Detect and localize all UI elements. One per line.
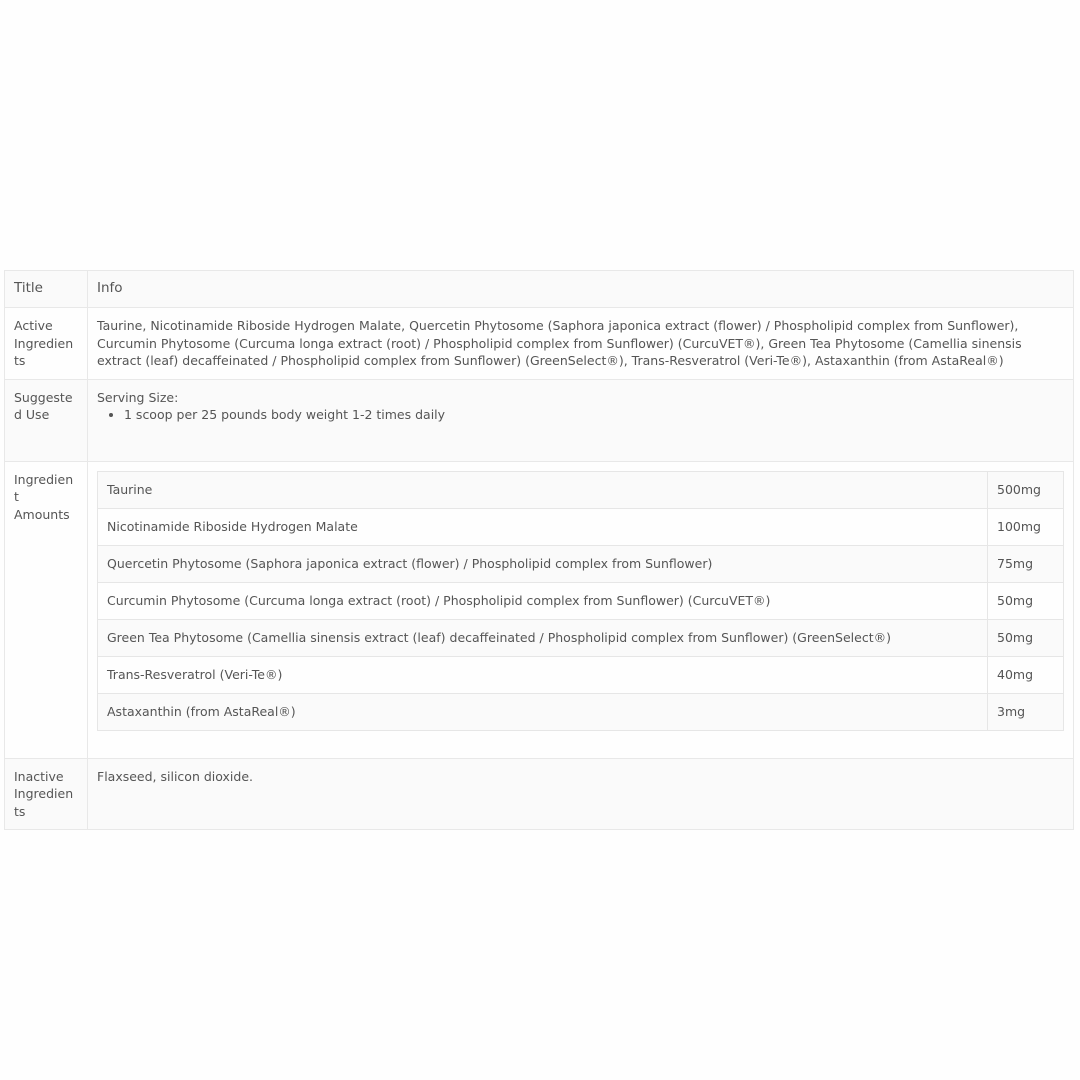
table-row [98,545,1064,582]
active-ingredients-value: Taurine, Nicotinamide Riboside Hydrogen Malate, Quercetin Phytosome (Saphora japonica extract (flower) / Phospholipid complex from Sunflower), Curcumin Phytosome (Curcuma longa extract (root) / Phospholipid complex from Sunflower) (CurcuVET®), Green Tea Phytosome (Camellia sinensis extract (leaf) decaffeinated / Phospholipid complex from Sunflower) (GreenSelect®), Trans-Resveratrol (Veri-Te®), Astaxanthin (from AstaReal®) [88,308,1074,380]
ingredient-amounts-row [5,461,1074,758]
ingredient-amount: 50mg [988,619,1064,656]
ingredient-amount: 100mg [988,508,1064,545]
header-title: Title [5,271,88,308]
serving-list-item: • 1 scoop per 25 pounds body weight 1-2 times daily [124,406,1064,424]
product-info-table [4,270,1074,830]
table-row [98,693,1064,730]
ingredient-amount: 3mg [988,693,1064,730]
ingredient-amounts-label: Ingredient Amounts [5,461,88,758]
serving-size-label: Serving Size: [97,389,179,405]
inactive-ingredients-label: Inactive Ingredients [5,758,88,830]
ingredient-name: Curcumin Phytosome (Curcuma longa extract (root) / Phospholipid complex from Sunflower) (CurcuVET®) [98,582,988,619]
ingredient-amount: 50mg [988,582,1064,619]
header-info: Info [88,271,1074,308]
ingredient-amount: 75mg [988,545,1064,582]
ingredient-name: Nicotinamide Riboside Hydrogen Malate [98,508,988,545]
ingredient-name: Trans-Resveratrol (Veri-Te®) [98,656,988,693]
ingredient-amount: 500mg [988,471,1064,508]
ingredient-name: Quercetin Phytosome (Saphora japonica extract (flower) / Phospholipid complex from Sunflower) [98,545,988,582]
table-row [98,582,1064,619]
inactive-ingredients-row [5,758,1074,830]
serving-list [97,406,1064,424]
ingredient-name: Astaxanthin (from AstaReal®) [98,693,988,730]
suggested-use-label: Suggested Use [5,379,88,461]
table-row [98,619,1064,656]
active-ingredients-row [5,308,1074,380]
active-ingredients-label: Active Ingredients [5,308,88,380]
table-row [98,508,1064,545]
table-row [98,471,1064,508]
ingredient-amounts-table [97,471,1064,731]
ingredient-name: Taurine [98,471,988,508]
table-header-row [5,271,1074,308]
table-row [98,656,1064,693]
suggested-use-row [5,379,1074,461]
inactive-ingredients-value: Flaxseed, silicon dioxide. [88,758,1074,830]
suggested-use-value [88,379,1074,461]
ingredient-amount: 40mg [988,656,1064,693]
ingredient-name: Green Tea Phytosome (Camellia sinensis extract (leaf) decaffeinated / Phospholipid complex from Sunflower) (GreenSelect®) [98,619,988,656]
ingredient-amounts-value [88,461,1074,758]
